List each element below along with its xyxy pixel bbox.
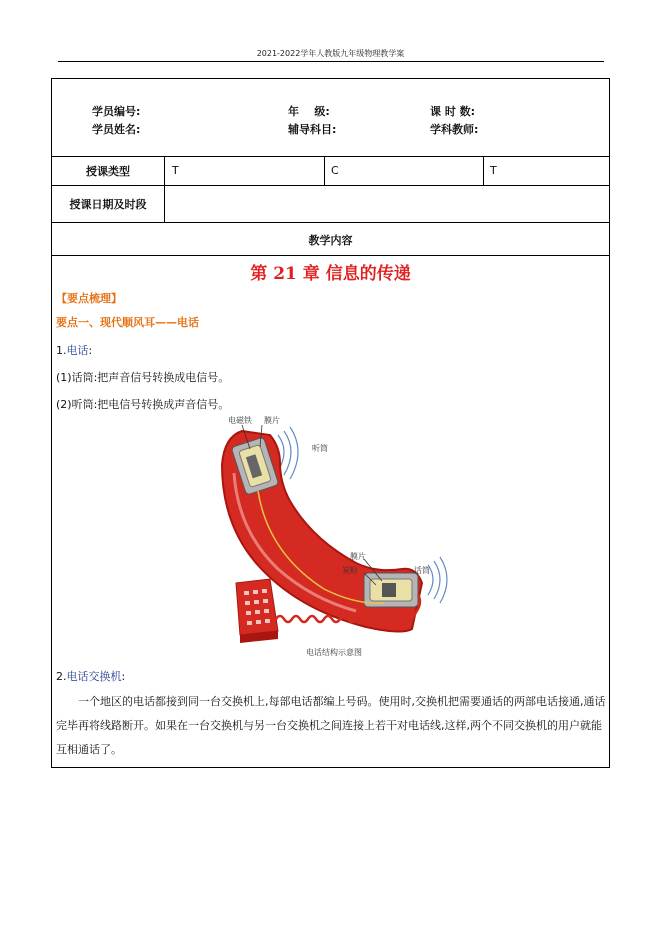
grade-label: 年 级:	[288, 105, 330, 118]
receiver-description: (2)听筒:把电信号转换成声音信号。	[56, 398, 230, 411]
lesson-type-cell: C	[331, 164, 339, 177]
page-header: 2021-2022学年人教版九年级物理教学案	[256, 49, 405, 58]
content-heading: 教学内容	[308, 234, 353, 247]
teacher-label: 学科教师:	[430, 123, 479, 136]
section-tag: 【要点梳理】	[56, 292, 122, 305]
student-name-label: 学员姓名:	[92, 123, 141, 136]
exchange-heading-number: 2.	[56, 670, 67, 683]
mouthpiece-sound-waves	[428, 557, 447, 603]
exchange-heading-colon: :	[121, 670, 126, 683]
label-diaphragm-top: 膜片	[264, 416, 280, 425]
telephone-diagram	[216, 413, 456, 659]
label-carbon: 炭粒	[342, 566, 358, 575]
mouthpiece-cutaway	[364, 573, 418, 607]
row-divider	[52, 156, 609, 157]
subject-label: 辅导科目:	[288, 123, 337, 136]
point-heading: 要点一、现代顺风耳——电话	[56, 316, 199, 329]
lesson-date-label: 授课日期及时段	[69, 198, 147, 211]
label-electromagnet: 电磁铁	[228, 416, 252, 425]
row-divider	[52, 185, 609, 186]
col-divider	[164, 156, 165, 222]
col-divider	[483, 156, 484, 185]
row-divider	[52, 255, 609, 256]
hours-label: 课 时 数:	[430, 105, 476, 118]
exchange-heading	[56, 668, 125, 684]
mic-description: (1)话筒:把声音信号转换成电信号。	[56, 371, 230, 384]
telephone-base	[236, 579, 278, 643]
exchange-paragraph: 一个地区的电话都接到同一台交换机上,每部电话都编上号码。使用时,交换机把需要通话的两部电话接通,通话完毕再将线路断开。如果在一台交换机与另一台交换机之间连接上若干对电话线,这样,两个不同交换机的用户就能互相通话了。	[56, 695, 606, 756]
phone-heading-number: 1.	[56, 344, 67, 357]
label-earpiece: 听筒	[312, 444, 328, 453]
col-divider	[324, 156, 325, 185]
exchange-heading-text: 电话交换机	[66, 670, 122, 683]
row-divider	[52, 222, 609, 223]
phone-heading-text: 电话	[66, 344, 89, 357]
header-rule	[58, 61, 604, 62]
lesson-type-label: 授课类型	[86, 165, 130, 178]
lesson-type-cell: T	[490, 164, 497, 177]
label-mouthpiece: 话筒	[414, 566, 430, 575]
label-diaphragm-bottom: 膜片	[350, 552, 366, 561]
lesson-plan-table	[51, 78, 610, 768]
lesson-type-cell: T	[172, 164, 179, 177]
phone-heading	[56, 342, 92, 358]
chapter-title: 第 21 章 信息的传递	[250, 264, 411, 284]
figure-caption: 电话结构示意图	[306, 648, 362, 657]
student-no-label: 学员编号:	[92, 105, 141, 118]
phone-heading-colon: :	[88, 344, 93, 357]
